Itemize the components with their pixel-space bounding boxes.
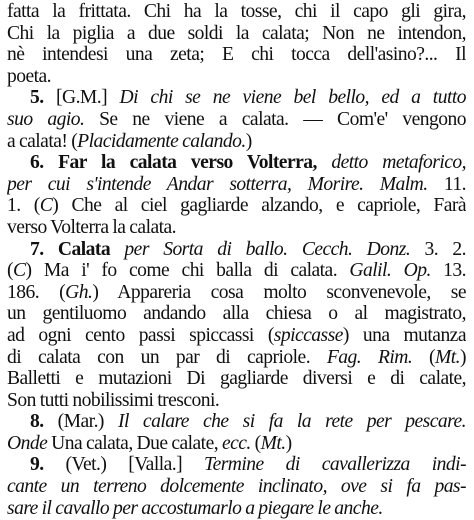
text-span: Se ne viene a calata. — Com'e' vengono: [84, 108, 466, 130]
text-span: (: [412, 346, 436, 368]
text-line: [7, 44, 466, 66]
italic-text: C: [12, 260, 26, 282]
text-line: [7, 390, 466, 412]
text-span: ) Appareria cosa molto sconvenevole, se: [92, 281, 466, 303]
text-line: [7, 217, 466, 239]
text-span: Son tutti nobilissimi tresconi.: [7, 389, 220, 411]
italic-text: per Sorta di ballo. Cecch. Donz.: [124, 238, 411, 260]
text-line: [7, 195, 466, 217]
text-span: (Vet.) [Valla.]: [43, 454, 205, 476]
italic-text: detto metaforico,: [331, 152, 466, 174]
text-span: fatta la frittata. Chi ha la tosse, chi il capo gli gira,: [7, 1, 466, 22]
text-span: di calata con un par di capriole.: [7, 346, 327, 368]
text-span: verso Volterra la calata.: [7, 216, 176, 238]
text-line: [7, 498, 466, 520]
text-line: [7, 1, 466, 23]
text-line: [7, 87, 466, 109]
text-span: ) Che al ciel gagliarde alzando, e capriole, Farà: [52, 195, 466, 217]
entry-number: 6. Far la calata verso Volterra,: [30, 152, 317, 174]
text-span: ): [285, 432, 292, 454]
text-span: 186. (: [7, 281, 66, 303]
text-line: [7, 454, 466, 476]
text-span: Una calata, Due calate,: [47, 432, 222, 454]
text-span: Chi la piglia a due soldi la calata; Non ne intendon,: [7, 22, 466, 44]
italic-text: C: [39, 195, 53, 217]
entry-number: 9.: [30, 454, 44, 476]
text-line: [7, 260, 466, 282]
text-line: [7, 325, 466, 347]
text-span: a calata! (: [7, 130, 78, 152]
text-line: [7, 476, 466, 498]
italic-text: sare il cavallo per accostumarlo a piegare le anche.: [7, 497, 383, 519]
italic-text: Onde: [7, 432, 48, 454]
text-span: [317, 152, 332, 173]
text-span: ) una mutanza: [342, 324, 466, 346]
text-span: 3. 2.: [410, 238, 466, 260]
italic-text: Termine di cavallerizza indi-: [204, 454, 466, 476]
italic-text: Placidamente calando.: [77, 130, 246, 152]
italic-text: per cui s'intende Andar sotterra, Morire. Malm.: [7, 173, 428, 195]
text-span: 1. (: [7, 195, 40, 217]
italic-text: suo agio.: [7, 108, 85, 130]
text-span: ) Ma i' fo come chi balla di calata.: [25, 260, 350, 282]
italic-text: Gh.: [65, 281, 93, 303]
text-line: [7, 239, 466, 261]
italic-text: ecc.: [221, 432, 251, 454]
text-span: Balletti e mutazioni Di gagliarde diversi e di calate,: [7, 368, 466, 390]
text-line: [7, 303, 466, 325]
text-line: [7, 368, 466, 390]
text-line: [7, 174, 466, 196]
text-span: 11.: [427, 173, 466, 195]
text-line: [7, 66, 466, 88]
text-line: [7, 152, 466, 174]
text-span: un gentiluomo andando alla chiesa o al magistrato,: [7, 303, 466, 325]
italic-text: Fag. Rim.: [326, 346, 413, 368]
italic-text: Il calare che si fa la rete per pescare.: [117, 411, 466, 433]
text-span: nè intendesi una zeta; E chi tocca dell'asino?... Il: [7, 44, 466, 66]
text-line: [7, 411, 466, 433]
text-span: [110, 239, 124, 260]
text-line: [7, 282, 466, 304]
text-span: ad ogni cento passi spiccassi (: [7, 324, 274, 346]
text-span: poeta.: [7, 65, 52, 87]
italic-text: Di chi se ne viene bel bello, ed a tutto: [119, 87, 466, 109]
text-line: [7, 433, 466, 455]
entry-number: 8.: [30, 411, 44, 433]
text-span: (: [250, 432, 261, 454]
text-line: [7, 347, 466, 369]
text-line: [7, 131, 466, 153]
text-line: [7, 23, 466, 45]
italic-text: spiccasse: [273, 324, 343, 346]
entry-number: 5.: [30, 87, 44, 109]
text-span: 13.: [430, 260, 466, 282]
italic-text: Mt.: [260, 432, 286, 454]
text-span: ): [460, 346, 466, 368]
entry-number: 7. Calata: [30, 238, 111, 260]
text-span: (Mar.): [43, 411, 118, 433]
italic-text: Galil. Op.: [349, 260, 431, 282]
text-span: ): [245, 130, 252, 152]
italic-text: cante un terreno dolcemente inclinato, ove si fa pas-: [7, 476, 466, 498]
text-line: [7, 109, 466, 131]
text-span: (: [7, 260, 13, 282]
italic-text: Mt.: [435, 346, 461, 368]
text-span: [G.M.]: [43, 87, 120, 109]
